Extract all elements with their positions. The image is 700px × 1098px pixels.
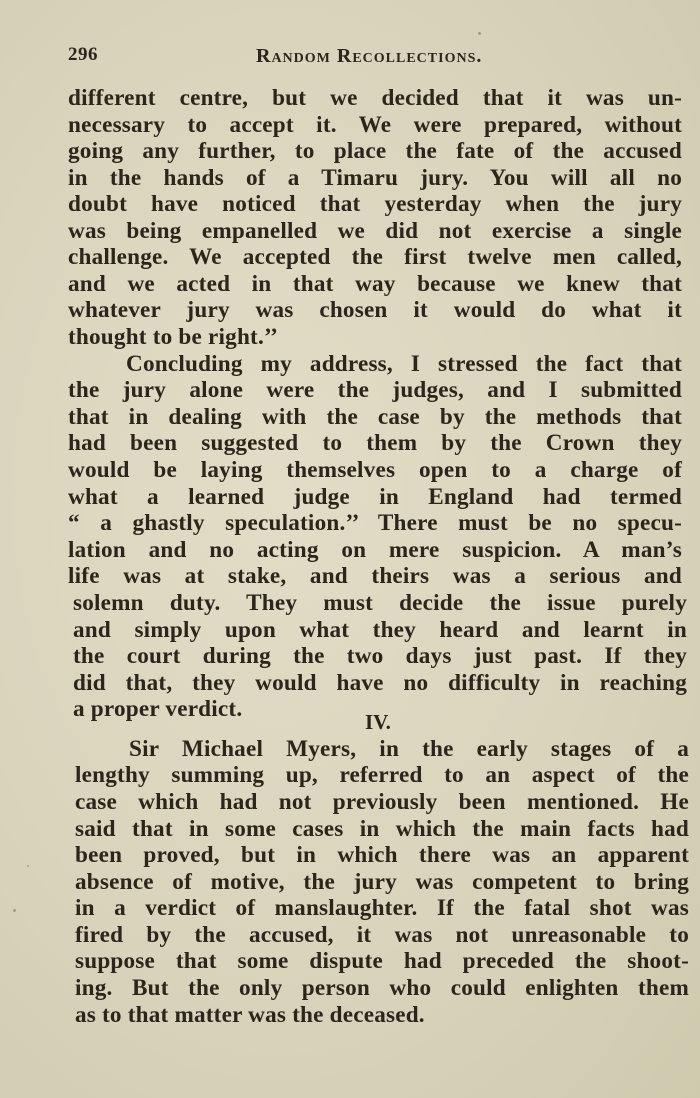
text-line: and simply upon what they heard and learnt in [73,617,687,643]
text-line: lation and no acting on mere suspicion. A man’s [68,537,682,563]
text-line: what a learned judge in England had termed [68,484,682,510]
text-line: case which had not previously been mentioned. He [75,789,689,815]
text-line: in a verdict of manslaughter. If the fatal shot was [75,895,689,921]
text-line: thought to be right.’’ [68,324,279,350]
section-number: IV. [365,710,391,734]
text-line: in the hands of a Timaru jury. You will all no [68,165,682,191]
text-line: necessary to accept it. We were prepared, without [68,112,682,138]
text-line: as to that matter was the deceased. [75,1002,425,1028]
text-line: “ a ghastly speculation.’’ There must be no specu- [68,510,682,536]
text-line: ing. But the only person who could enlighten them [75,975,689,1001]
text-line: fired by the accused, it was not unreasonable to [75,922,689,948]
text-line: going any further, to place the fate of the accused [68,138,682,164]
text-line: life was at stake, and theirs was a serious and [68,563,682,589]
text-line: Concluding my address, I stressed the fact that [126,351,682,377]
text-line: Sir Michael Myers, in the early stages of a [129,736,689,762]
text-line: said that in some cases in which the main facts had [75,816,689,842]
text-line: the court during the two days just past. If they [73,643,687,669]
text-line: a proper verdict. [73,696,243,722]
page-number: 296 [68,44,98,65]
text-line: the jury alone were the judges, and I submitted [68,377,682,403]
text-line: lengthy summing up, referred to an aspect of the [75,762,689,788]
text-line: would be laying themselves open to a charge of [68,457,682,483]
text-line: suppose that some dispute had preceded the shoot- [75,948,689,974]
running-head: Random Recollections. [256,45,483,67]
text-line: absence of motive, the jury was competent to bring [75,869,689,895]
text-line: was being empanelled we did not exercise a single [68,218,682,244]
text-line: challenge. We accepted the first twelve men called, [68,244,682,270]
paper-speck [27,865,29,867]
text-line: been proved, but in which there was an apparent [75,842,689,868]
text-line: that in dealing with the case by the methods that [68,404,682,430]
text-line: had been suggested to them by the Crown they [68,430,682,456]
text-line: whatever jury was chosen it would do what it [68,297,682,323]
page-header [68,44,680,74]
paper-speck [478,32,481,35]
text-line: solemn duty. They must decide the issue purely [73,590,687,616]
text-line: did that, they would have no difficulty in reaching [73,670,687,696]
text-line: and we acted in that way because we knew that [68,271,682,297]
text-line: different centre, but we decided that it was un- [68,85,682,111]
text-line: doubt have noticed that yesterday when the jury [68,191,682,217]
paper-speck [13,909,16,912]
